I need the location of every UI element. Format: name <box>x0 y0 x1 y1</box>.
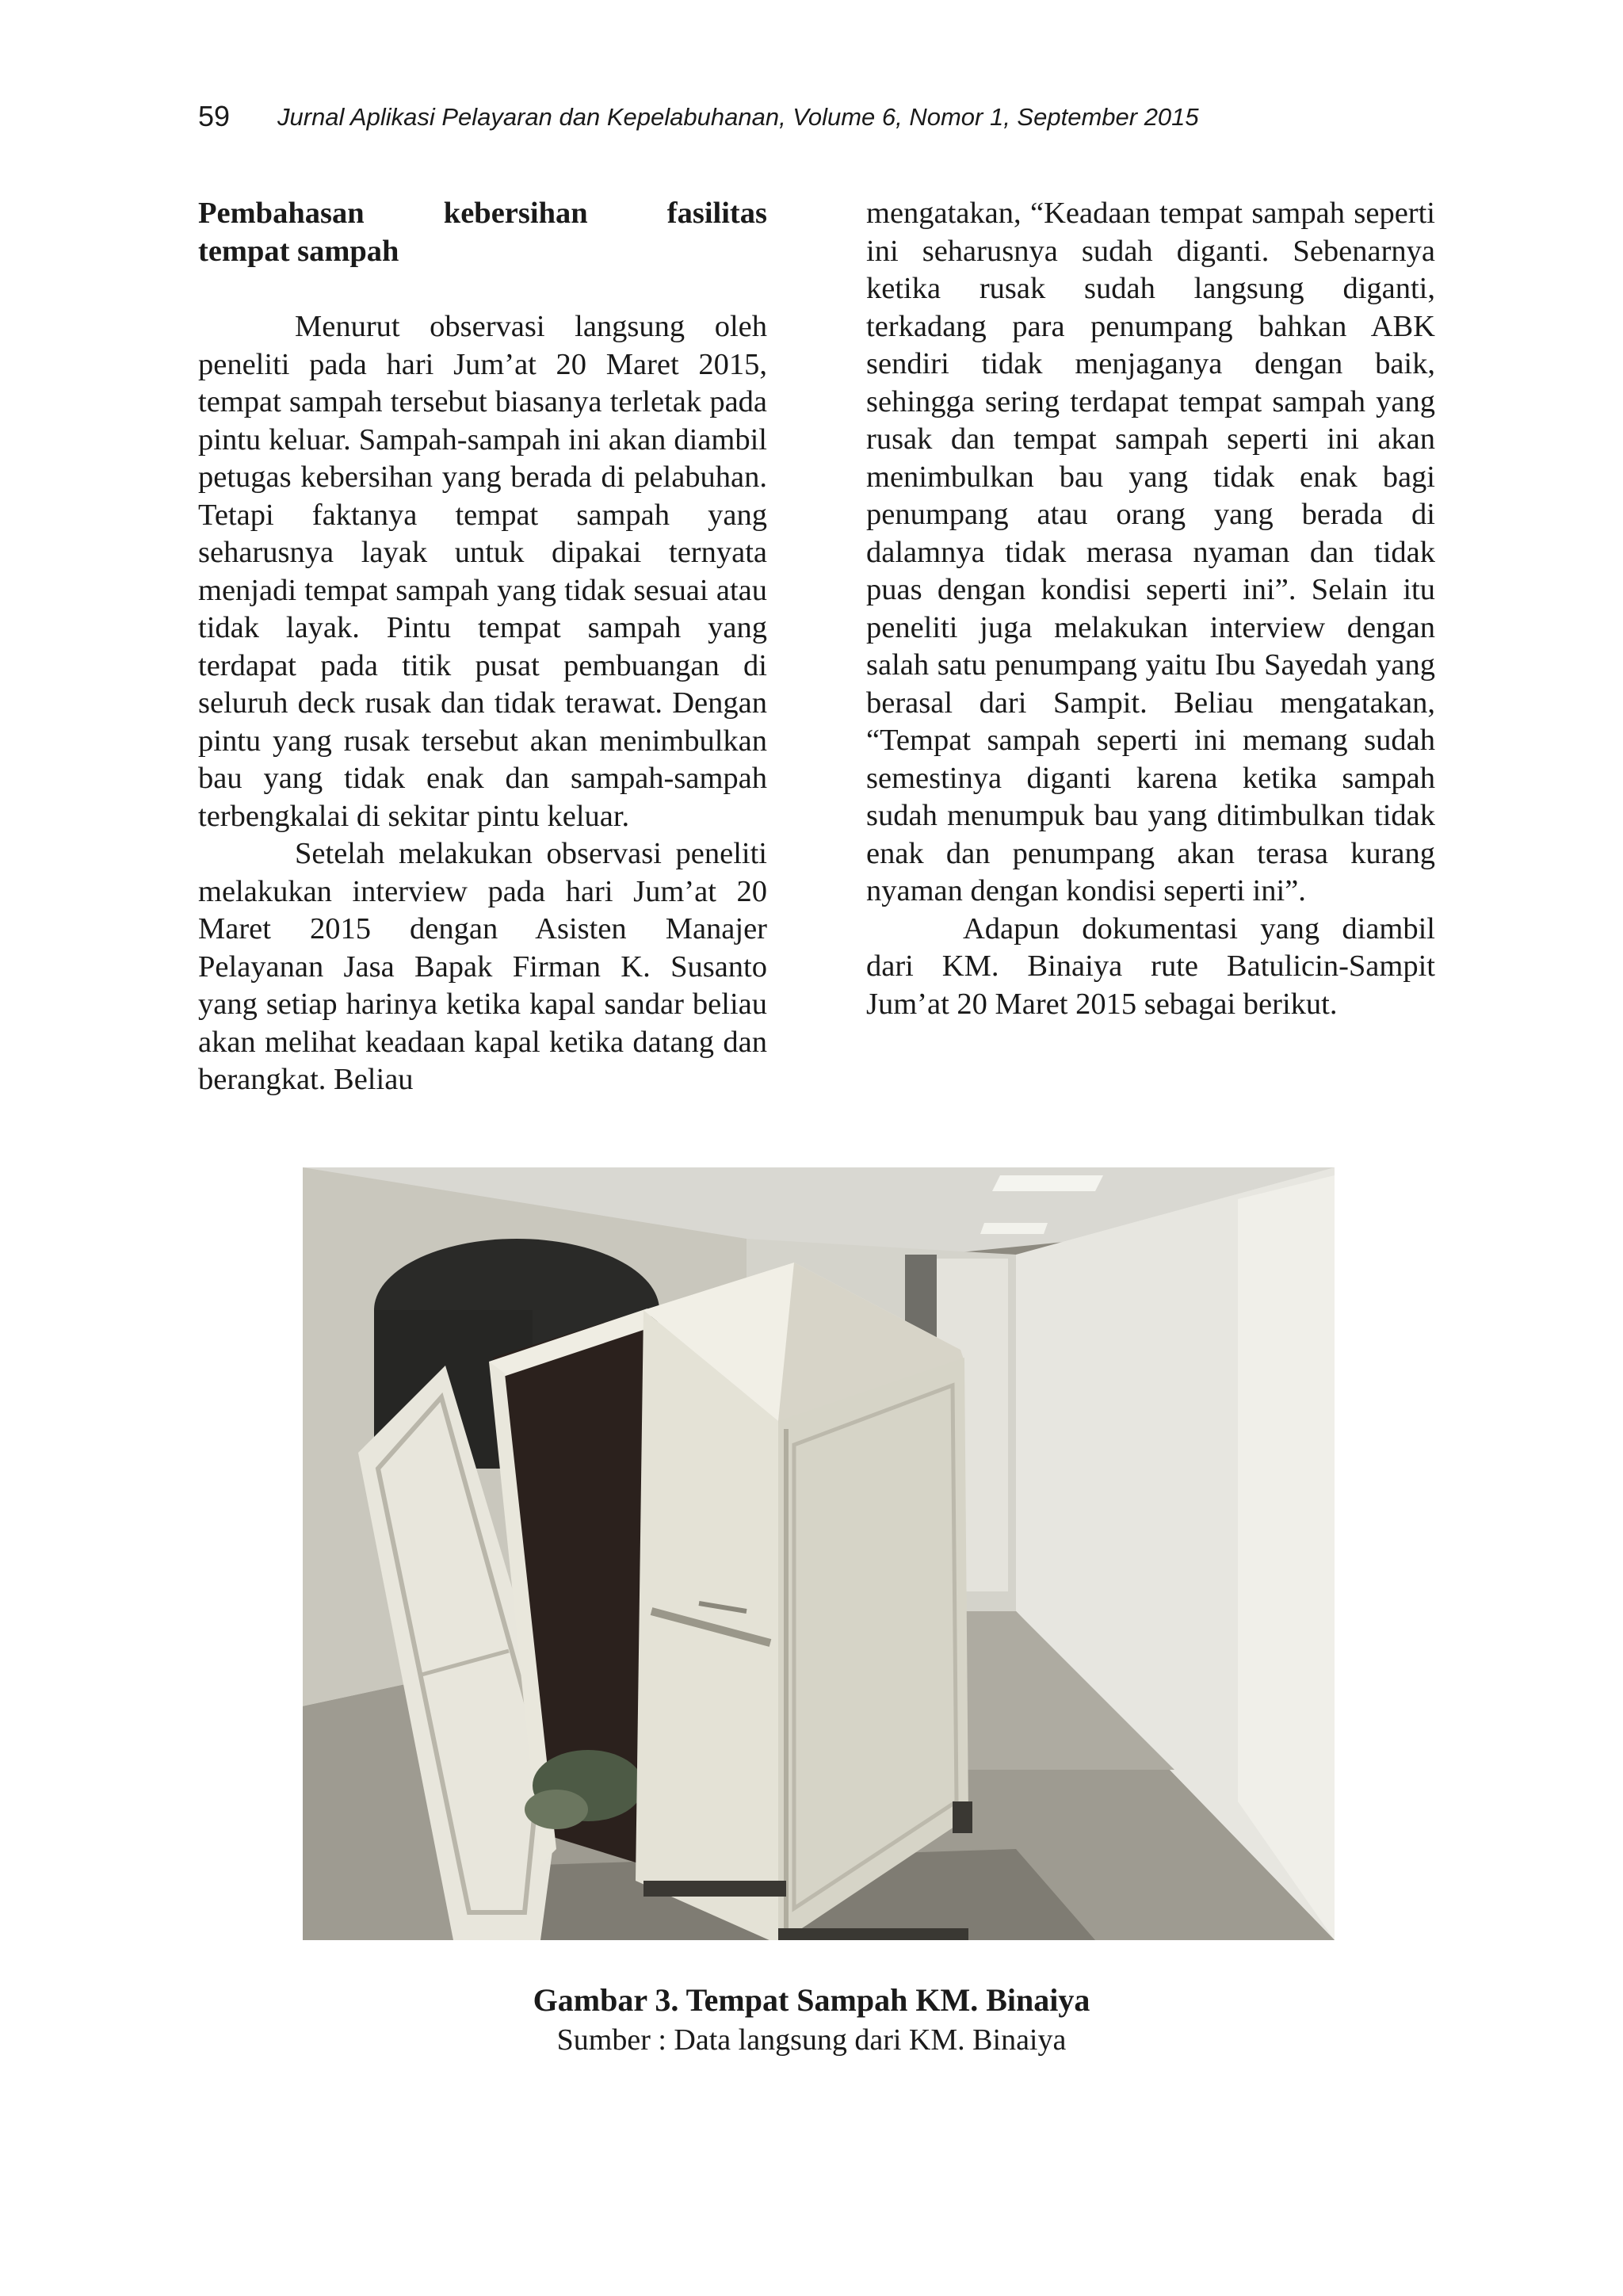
section-heading <box>198 195 767 270</box>
right-paragraph-1: mengatakan, “Keadaan tempat sampah seperti ini seharusnya sudah diganti. Sebenarnya ketika rusak sudah langsung diganti, terkadang para penumpang bahkan ABK sendiri tidak menjaganya dengan baik, sehingga sering terdapat tempat sampah yang rusak dan tempat sampah seperti ini akan menimbulkan bau yang tidak enak bagi penumpang atau orang yang berada di dalamnya tidak merasa nyaman dan tidak puas dengan kondisi seperti ini”. Selain itu peneliti juga melakukan interview dengan salah satu penumpang yaitu Ibu Sayedah yang berasal dari Sampit. Beliau mengatakan, “Tempat sampah seperti ini memang sudah semestinya diganti karena ketika sampah sudah menumpuk bau yang ditimbulkan tidak enak dan penumpang akan terasa kurang nyaman dengan kondisi seperti ini”. <box>866 197 1435 907</box>
heading-word: fasilitas <box>666 197 767 230</box>
right-paragraph-2: Adapun dokumentasi yang diambil dari KM. Binaiya rute Batulicin-Sampit Jum’at 20 Maret 2015 sebagai berikut. <box>866 911 1435 1021</box>
heading-line2: tempat sampah <box>198 234 399 268</box>
left-paragraph-2: Setelah melakukan observasi peneliti melakukan interview pada hari Jum’at 20 Maret 2015 dengan Asisten Manajer Pelayanan Jasa Bapak Firman K. Susanto yang setiap harinya ketika kapal sandar beliau akan melihat keadaan kapal ketika datang dan berangkat. Beliau <box>198 837 767 1096</box>
left-column <box>198 195 767 1099</box>
right-column <box>866 195 1435 1023</box>
trash-bin-photo <box>303 1167 1335 1940</box>
page-number: 59 <box>198 100 231 132</box>
heading-word: Pembahasan <box>198 197 365 230</box>
figure-caption-title: Gambar 3. Tempat Sampah KM. Binaiya <box>533 1982 1090 2018</box>
heading-word: kebersihan <box>443 197 588 230</box>
left-paragraph-1: Menurut observasi langsung oleh peneliti pada hari Jum’at 20 Maret 2015, tempat sampah tersebut biasanya terletak pada pintu keluar. Sampah-sampah ini akan diambil petugas kebersihan yang berada di pelabuhan. Tetapi faktanya tempat sampah yang seharusnya layak untuk dipakai ternyata menjadi tempat sampah yang tidak sesuai atau tidak layak. Pintu tempat sampah yang terdapat pada titik pusat pembuangan di seluruh deck rusak dan tidak terawat. Dengan pintu yang rusak tersebut akan menimbulkan bau yang tidak enak dan sampah-sampah terbengkalai di sekitar pintu keluar. <box>198 310 767 833</box>
figure-photo <box>303 1167 1335 1940</box>
running-header <box>198 100 1434 138</box>
journal-title: Jurnal Aplikasi Pelayaran dan Kepelabuhanan, Volume 6, Nomor 1, September 2015 <box>277 103 1199 131</box>
figure-caption-source: Sumber : Data langsung dari KM. Binaiya <box>556 2023 1067 2057</box>
